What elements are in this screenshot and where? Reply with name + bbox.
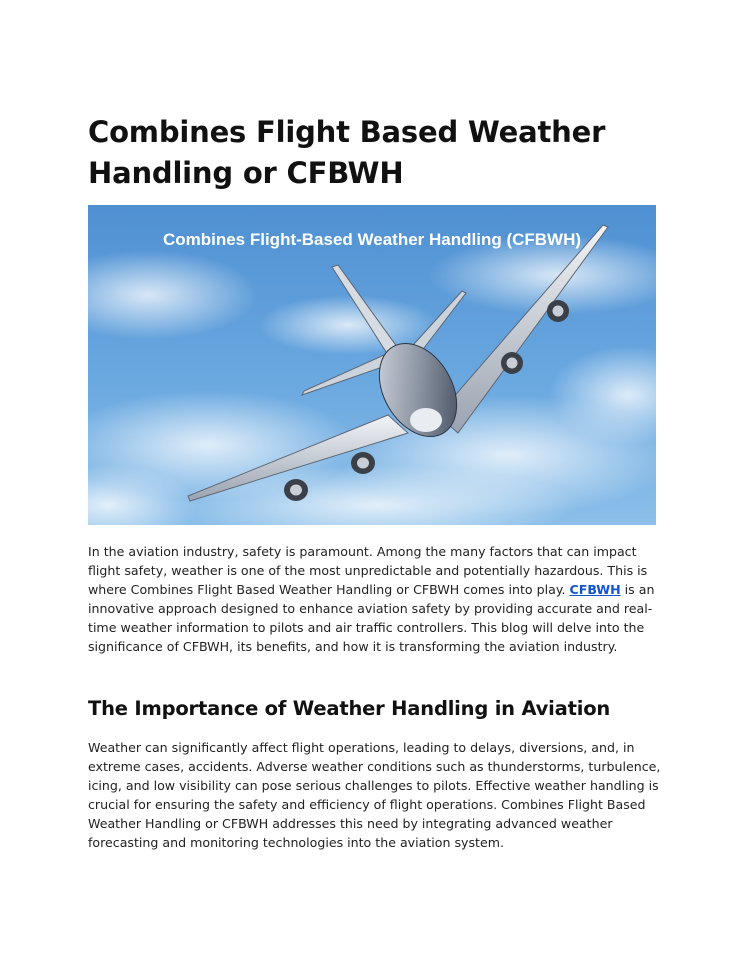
intro-text-start: In the aviation industry, safety is paramount. Among the many factors that can impact flight safety, weather is one of the most unpredictable and potentially hazardous. This is where Combines Flight Based Weather Handling or CFBWH comes into play. (88, 544, 648, 597)
cfbwh-link[interactable]: CFBWH (569, 582, 621, 597)
section-paragraph: Weather can significantly affect flight operations, leading to delays, diversions, and, in extreme cases, accidents. Adverse weather conditions such as thunderstorms, turbulence, icing, and low visibility can pose serious challenges to pilots. Effective weather handling is crucial for ensuring the safety and efficiency of flight operations. Combines Flight Based Weather Handling or CFBWH addresses this need by integrating advanced weather forecasting and monitoring technologies into the aviation system. (88, 740, 661, 850)
section-heading: The Importance of Weather Handling in Aviation (88, 697, 611, 720)
intro-paragraph (88, 542, 663, 656)
airplane-illustration (88, 205, 656, 525)
intro-text-end: is an innovative approach designed to enhance aviation safety by providing accurate and real-time weather information to pilots and air traffic controllers. This blog will delve into the significance of CFBWH, its benefits, and how it is transforming the aviation industry. (88, 582, 655, 654)
page-title: Combines Flight Based Weather Handling or CFBWH (88, 115, 606, 190)
hero-caption: Combines Flight-Based Weather Handling (CFBWH) (162, 230, 582, 249)
hero-image (88, 205, 656, 525)
